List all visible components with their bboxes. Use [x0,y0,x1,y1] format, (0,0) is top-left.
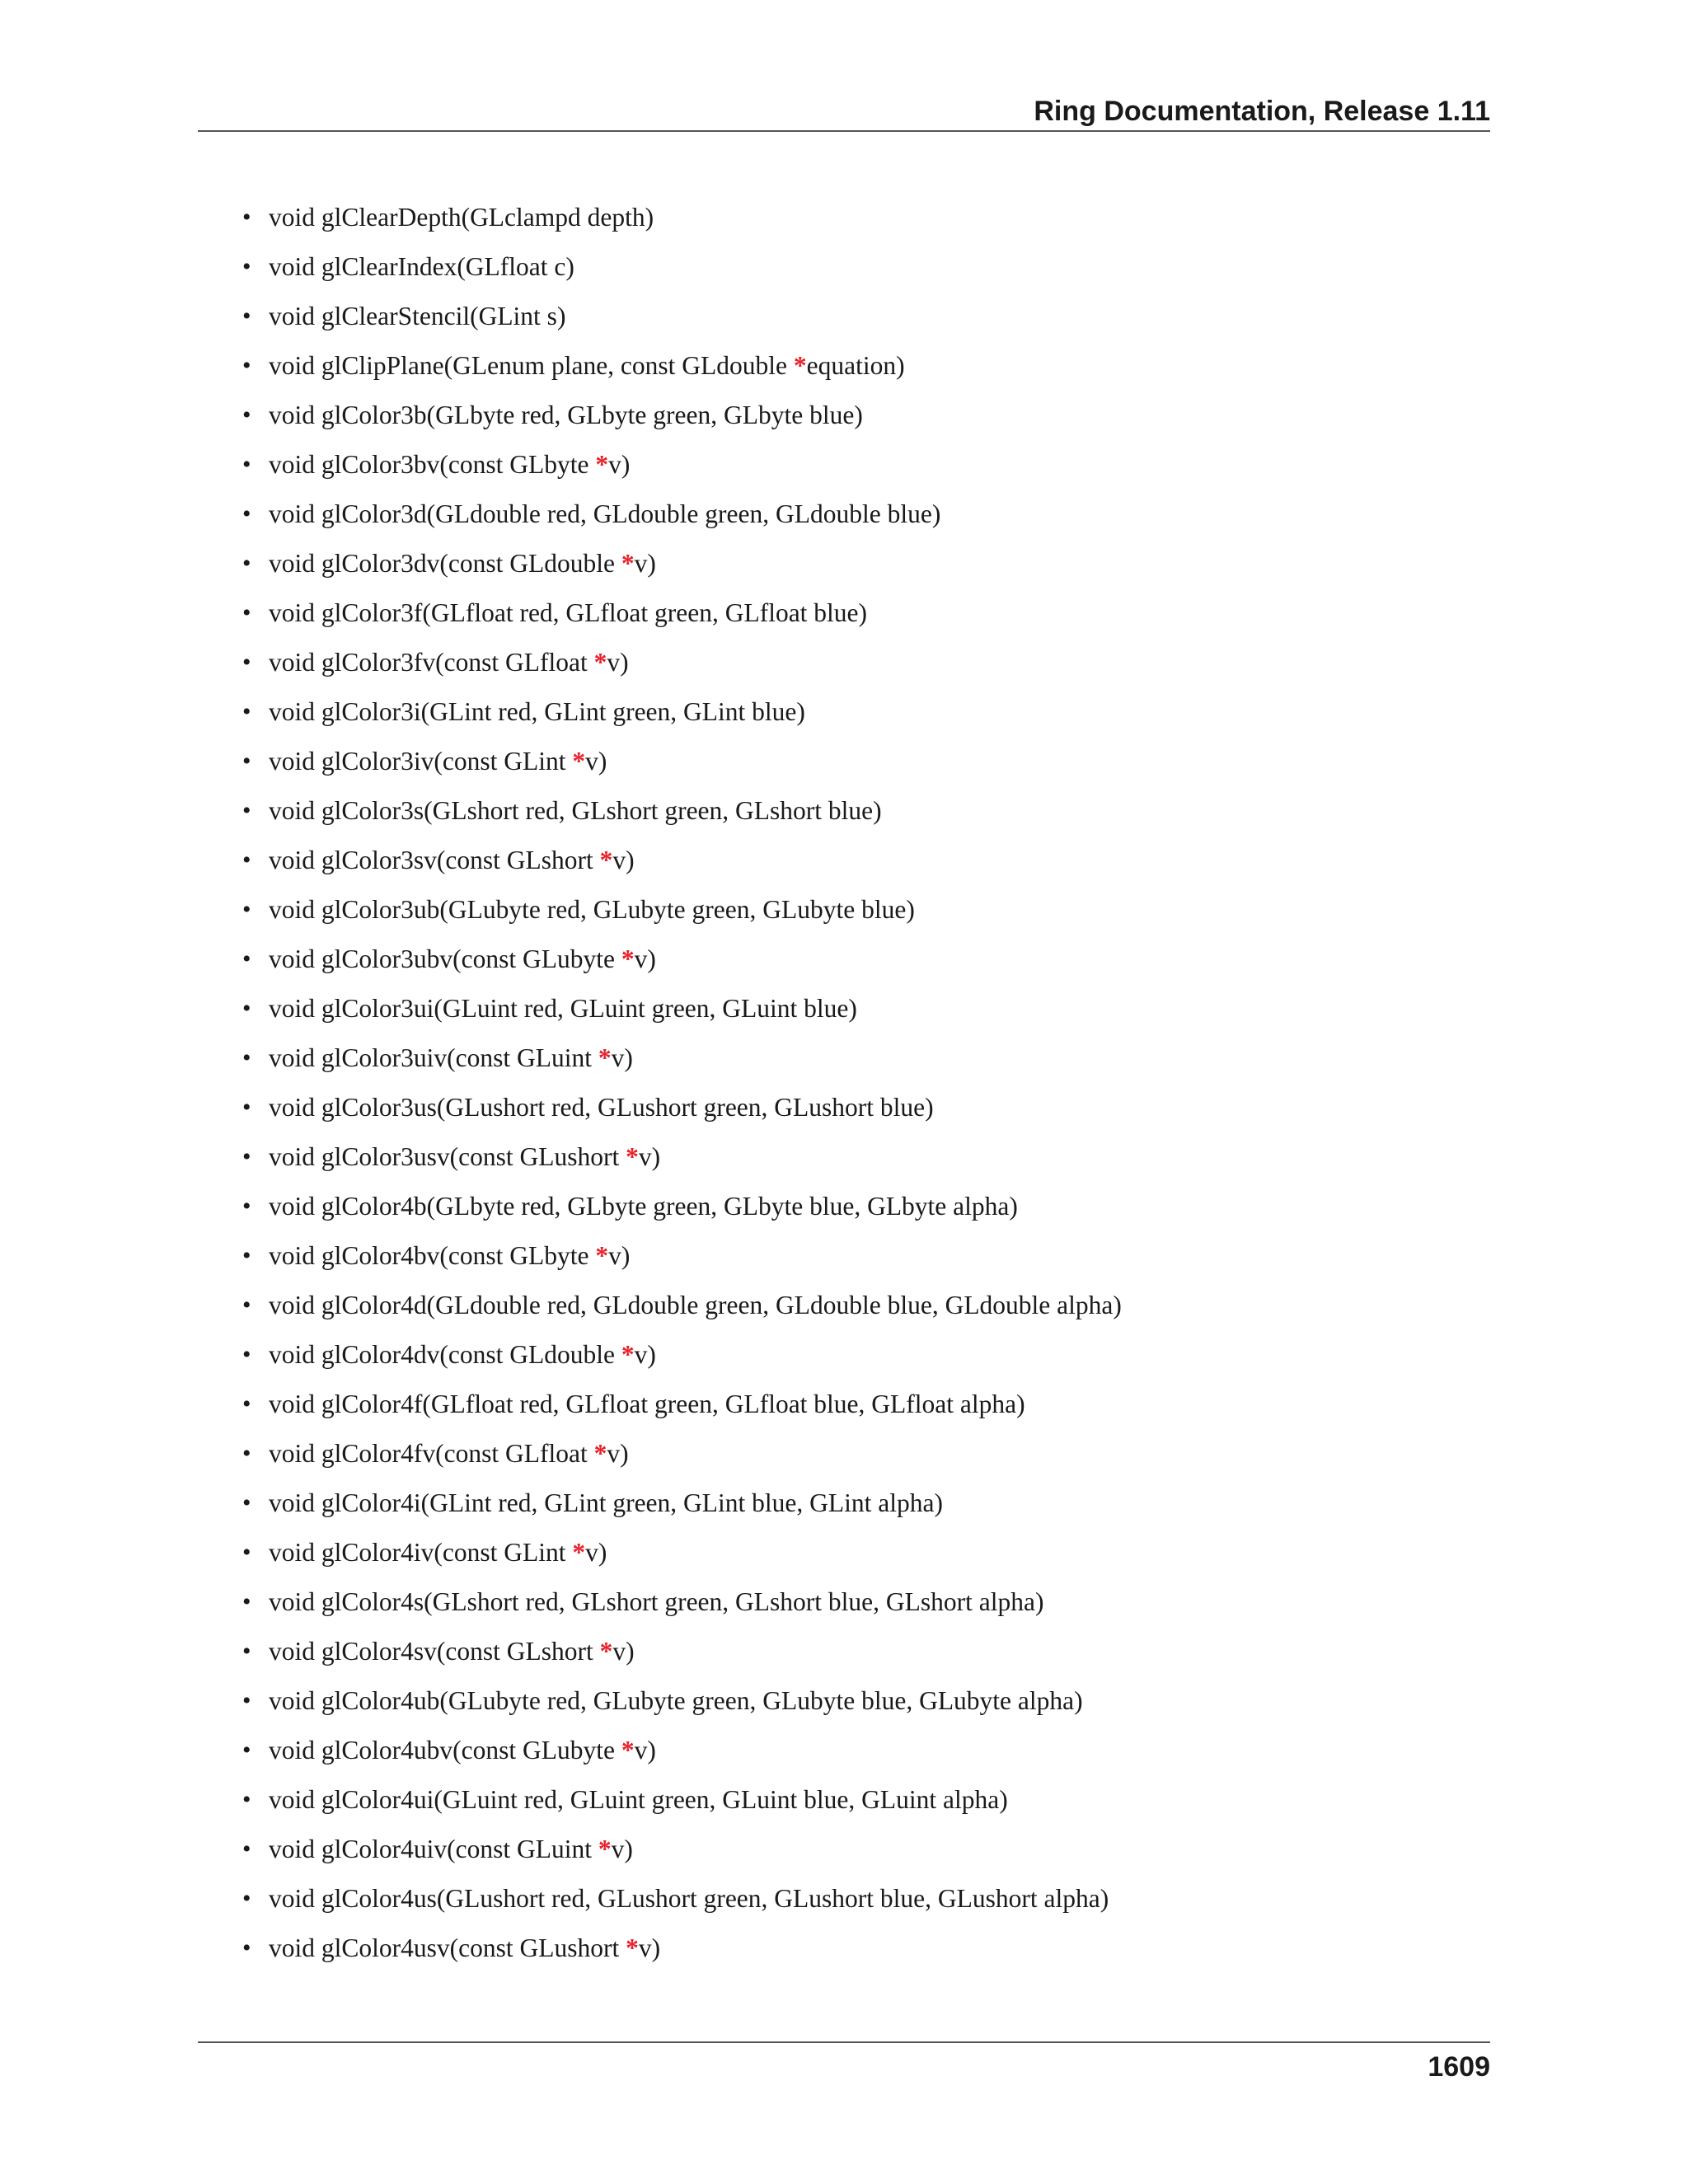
function-signature: void glColor4dv(const GLdouble [269,1340,621,1369]
pointer-asterisk: * [621,1340,635,1369]
function-list-item [0,1085,1122,1134]
function-list-item [0,244,1122,293]
function-signature: void glColor4bv(const GLbyte [269,1241,596,1270]
bullet-icon: • [242,500,251,527]
page-number: 1609 [1428,2051,1490,2083]
function-signature-tail: v) [634,1340,656,1369]
bullet-icon: • [242,451,251,478]
function-list-item [0,986,1122,1035]
bullet-icon: • [242,204,251,231]
pointer-asterisk: * [793,351,807,380]
pointer-asterisk: * [599,1637,613,1666]
function-signature-tail: v) [608,1241,631,1270]
function-signature: void glColor3s(GLshort red, GLshort green, GLshort blue) [269,796,882,825]
pointer-asterisk: * [621,549,635,578]
function-signature: void glColor3dv(const GLdouble [269,549,621,578]
function-list-item [0,1134,1122,1183]
bullet-icon: • [242,945,251,972]
pointer-asterisk: * [572,747,586,776]
bullet-icon: • [242,649,251,676]
bullet-icon: • [242,698,251,725]
function-list-item [0,1480,1122,1530]
function-list-item [0,1727,1122,1777]
header-rule [198,130,1490,132]
function-signature: void glColor4d(GLdouble red, GLdouble green, GLdouble blue, GLdouble alpha) [269,1291,1122,1319]
function-signature-tail: v) [585,1538,607,1567]
function-signature: void glColor3ubv(const GLubyte [269,944,621,973]
function-list-item [0,1925,1122,1975]
function-signature: void glColor3bv(const GLbyte [269,450,596,479]
function-list-item [0,1579,1122,1629]
bullet-icon: • [242,1539,251,1566]
function-list-item [0,1777,1122,1826]
bullet-icon: • [242,550,251,577]
bullet-icon: • [242,1489,251,1516]
bullet-icon: • [242,1390,251,1418]
pointer-asterisk: * [626,1142,639,1171]
footer-rule [198,2041,1490,2043]
bullet-icon: • [242,1143,251,1170]
function-signature: void glColor3f(GLfloat red, GLfloat green, GLfloat blue) [269,598,868,627]
function-signature: void glClearDepth(GLclampd depth) [269,203,654,232]
function-list-item [0,1035,1122,1085]
function-list-item [0,392,1122,442]
function-signature-tail: v) [608,450,631,479]
function-signature: void glColor4f(GLfloat red, GLfloat green, GLfloat blue, GLfloat alpha) [269,1390,1025,1418]
bullet-icon: • [242,1885,251,1912]
function-list-item [0,887,1122,936]
function-list-item [0,936,1122,986]
function-signature-tail: v) [607,1439,629,1468]
function-signature-tail: v) [611,1835,633,1863]
function-signature: void glColor4ui(GLuint red, GLuint green, GLuint blue, GLuint alpha) [269,1785,1008,1814]
function-list-item [0,1876,1122,1925]
bullet-icon: • [242,1291,251,1319]
function-signature-tail: v) [607,648,629,677]
pointer-asterisk: * [626,1933,639,1962]
bullet-icon: • [242,1440,251,1467]
function-signature: void glColor3ub(GLubyte red, GLubyte green, GLubyte blue) [269,895,915,924]
function-signature: void glColor3us(GLushort red, GLushort green, GLushort blue) [269,1093,934,1122]
function-signature: void glColor4fv(const GLfloat [269,1439,594,1468]
function-list-item [0,837,1122,887]
function-signature-tail: v) [634,549,656,578]
function-signature: void glClipPlane(GLenum plane, const GLdouble [269,351,794,380]
bullet-icon: • [242,748,251,775]
bullet-icon: • [242,846,251,874]
function-list-item [0,689,1122,738]
function-signature: void glColor4s(GLshort red, GLshort green, GLshort blue, GLshort alpha) [269,1587,1044,1616]
function-list-item [0,1282,1122,1332]
function-signature: void glColor4usv(const GLushort [269,1933,626,1962]
function-signature: void glColor3fv(const GLfloat [269,648,594,677]
bullet-icon: • [242,896,251,923]
function-signature: void glColor3i(GLint red, GLint green, GLint blue) [269,697,805,726]
bullet-icon: • [242,1736,251,1764]
function-list-item [0,738,1122,788]
pointer-asterisk: * [593,648,607,677]
bullet-icon: • [242,1044,251,1071]
function-signature: void glColor3usv(const GLushort [269,1142,626,1171]
pointer-asterisk: * [593,1439,607,1468]
function-list-item [0,293,1122,343]
function-signature: void glColor3b(GLbyte red, GLbyte green, GLbyte blue) [269,401,863,429]
function-signature-tail: v) [634,1736,656,1765]
bullet-icon: • [242,1242,251,1269]
function-signature: void glColor4iv(const GLint [269,1538,573,1567]
function-list-item [0,541,1122,590]
bullet-icon: • [242,1341,251,1368]
function-list-item [0,1629,1122,1678]
function-signature: void glClearStencil(GLint s) [269,302,566,330]
pointer-asterisk: * [572,1538,586,1567]
bullet-icon: • [242,302,251,330]
function-list-item [0,1233,1122,1282]
function-list-item [0,1530,1122,1579]
function-list-item [0,1826,1122,1876]
function-list-item [0,1183,1122,1233]
function-signature: void glColor3uiv(const GLuint [269,1043,598,1072]
function-signature: void glColor4ubv(const GLubyte [269,1736,621,1765]
function-list-item [0,491,1122,541]
bullet-icon: • [242,352,251,379]
bullet-icon: • [242,1094,251,1121]
function-signature-tail: v) [585,747,607,776]
function-signature-tail: v) [638,1933,661,1962]
function-list-item [0,194,1122,244]
bullet-icon: • [242,995,251,1022]
function-list-item [0,1678,1122,1727]
bullet-icon: • [242,1588,251,1615]
function-list-item [0,1381,1122,1431]
function-list-item [0,1332,1122,1381]
function-signature-tail: v) [612,1637,635,1666]
pointer-asterisk: * [621,944,635,973]
function-signature-tail: v) [612,846,635,874]
function-signature: void glColor4us(GLushort red, GLushort green, GLushort blue, GLushort alpha) [269,1884,1109,1913]
function-list-item [0,442,1122,491]
function-signature: void glColor4sv(const GLshort [269,1637,600,1666]
function-list-item [0,640,1122,689]
function-signature: void glColor4uiv(const GLuint [269,1835,598,1863]
pointer-asterisk: * [598,1835,612,1863]
bullet-icon: • [242,1687,251,1714]
running-header-title: Ring Documentation, Release 1.11 [1034,96,1490,127]
function-list [0,194,1122,1975]
bullet-icon: • [242,401,251,429]
function-signature: void glColor3d(GLdouble red, GLdouble green, GLdouble blue) [269,499,941,528]
bullet-icon: • [242,1638,251,1665]
function-signature: void glClearIndex(GLfloat c) [269,252,574,281]
bullet-icon: • [242,1193,251,1220]
bullet-icon: • [242,1934,251,1961]
function-signature: void glColor4b(GLbyte red, GLbyte green, GLbyte blue, GLbyte alpha) [269,1192,1018,1221]
bullet-icon: • [242,797,251,824]
function-signature: void glColor3ui(GLuint red, GLuint green, GLuint blue) [269,994,857,1023]
pointer-asterisk: * [595,450,609,479]
pointer-asterisk: * [621,1736,635,1765]
function-signature: void glColor4i(GLint red, GLint green, GLint blue, GLint alpha) [269,1488,943,1517]
function-list-item [0,1431,1122,1480]
function-signature: void glColor4ub(GLubyte red, GLubyte green, GLubyte blue, GLubyte alpha) [269,1686,1083,1715]
bullet-icon: • [242,1786,251,1813]
bullet-icon: • [242,253,251,280]
function-signature-tail: v) [611,1043,633,1072]
pointer-asterisk: * [595,1241,609,1270]
function-signature-tail: equation) [806,351,905,380]
function-list-item [0,590,1122,640]
function-signature-tail: v) [638,1142,661,1171]
function-list-item [0,788,1122,837]
bullet-icon: • [242,599,251,626]
pointer-asterisk: * [599,846,613,874]
function-signature: void glColor3iv(const GLint [269,747,573,776]
pointer-asterisk: * [598,1043,612,1072]
bullet-icon: • [242,1835,251,1863]
function-signature-tail: v) [634,944,656,973]
function-signature: void glColor3sv(const GLshort [269,846,600,874]
function-list-item [0,343,1122,392]
